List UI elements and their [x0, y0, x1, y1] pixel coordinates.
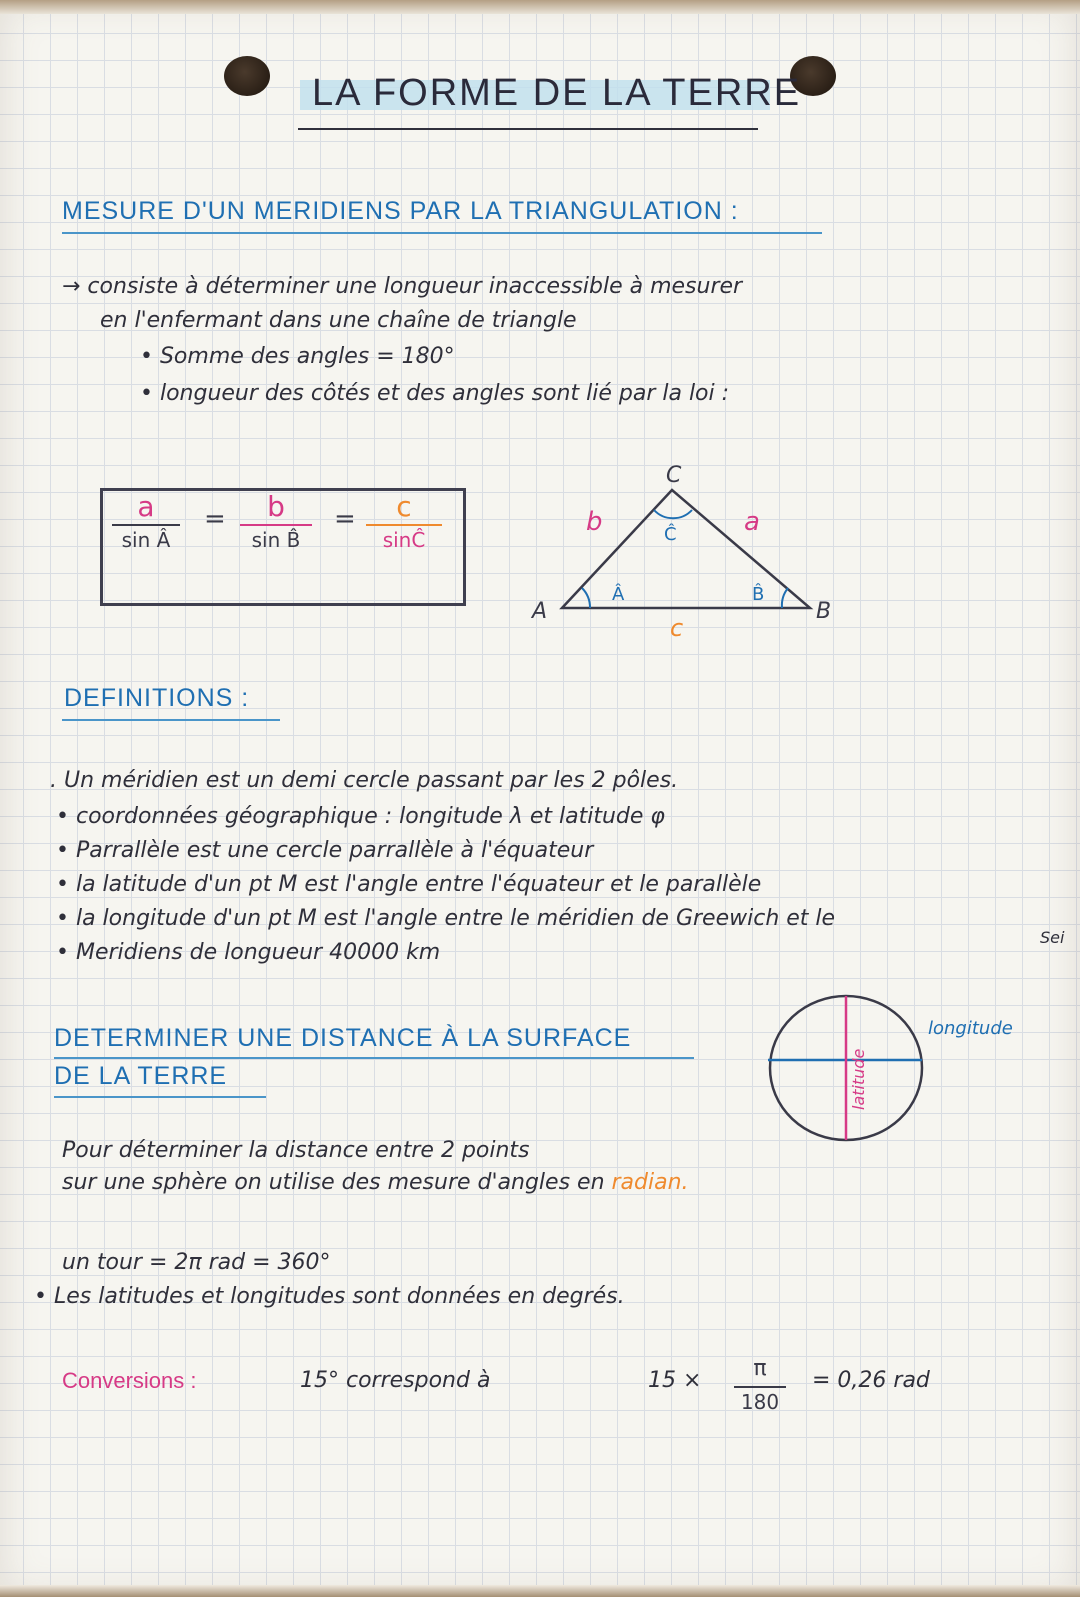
- radian-word: radian.: [611, 1170, 689, 1195]
- page-bottom-edge: [0, 1585, 1080, 1597]
- definitions-heading: DEFINITIONS :: [64, 684, 250, 712]
- conversion-fraction-numerator: π: [753, 1356, 767, 1381]
- section1-bullet1: • Somme des angles = 180°: [140, 344, 455, 369]
- fraction-a-numerator: a: [137, 490, 155, 523]
- angle-c-label: Ĉ: [664, 524, 677, 545]
- section2-para-line2-text: sur une sphère on utilise des mesure d'angles en: [62, 1170, 605, 1195]
- equals-sign-2: =: [334, 504, 356, 534]
- side-c-label: c: [670, 614, 684, 642]
- fraction-a: [112, 492, 180, 552]
- fraction-c: [366, 492, 442, 552]
- globe-diagram: [760, 990, 1060, 1150]
- conversion-fraction-bar: [734, 1386, 786, 1388]
- fraction-a-bar: [112, 524, 180, 526]
- degrees-bullet: • Les latitudes et longitudes sont données en degrés.: [34, 1284, 625, 1309]
- side-b-label: b: [586, 507, 603, 537]
- section1-line1: → consiste à déterminer une longueur inaccessible à mesurer: [62, 274, 743, 299]
- tour-equation: un tour = 2π rad = 360°: [62, 1250, 331, 1275]
- definition-item-4: • la latitude d'un pt M est l'angle entre l'équateur et le parallèle: [56, 872, 762, 897]
- angle-a-label: Â: [612, 584, 625, 605]
- definition-item-1: . Un méridien est un demi cercle passant par les 2 pôles.: [50, 768, 679, 793]
- globe-latitude-label: latitude: [849, 1048, 868, 1110]
- fraction-a-denominator: sin Â: [121, 528, 171, 552]
- section1-bullet2: • longueur des côtés et des angles sont lié par la loi :: [140, 381, 730, 406]
- section2-underline-2: [54, 1096, 266, 1098]
- angle-b-arc: [782, 588, 788, 608]
- angle-a-arc: [582, 588, 590, 608]
- fraction-b-numerator: b: [267, 490, 285, 523]
- section2-underline-1: [54, 1057, 694, 1059]
- definitions-underline: [62, 719, 280, 721]
- definition-item-3: • Parrallèle est une cercle parrallèle à l'équateur: [56, 838, 594, 863]
- globe-longitude-label: longitude: [928, 1018, 1013, 1039]
- section1-underline: [62, 232, 822, 234]
- definition-item-5: • la longitude d'un pt M est l'angle entre le méridien de Greewich et le: [56, 906, 836, 931]
- section2-heading-line2: DE LA TERRE: [54, 1062, 228, 1090]
- vertex-b-label: B: [816, 599, 832, 624]
- angle-c-arc: [654, 510, 692, 518]
- vertex-c-label: C: [666, 463, 682, 488]
- fraction-c-denominator: sinĈ: [382, 528, 426, 552]
- binder-hole-left: [224, 56, 270, 96]
- page-title: LA FORME DE LA TERRE: [312, 72, 802, 114]
- section2-para-line1: Pour déterminer la distance entre 2 points: [62, 1138, 530, 1163]
- fraction-c-numerator: c: [396, 490, 412, 523]
- fraction-b-denominator: sin B̂: [251, 528, 301, 552]
- section1-line2: en l'enfermant dans une chaîne de triangle: [100, 308, 577, 333]
- fraction-b-bar: [240, 524, 312, 526]
- equals-sign-1: =: [204, 504, 226, 534]
- conversion-fraction: [734, 1354, 786, 1414]
- conversion-fraction-denominator: 180: [740, 1390, 780, 1414]
- side-a-label: a: [744, 507, 760, 537]
- conversion-text: 15° correspond à: [300, 1368, 491, 1393]
- definition-item-2: • coordonnées géographique : longitude λ et latitude φ: [56, 804, 665, 829]
- page-top-edge: [0, 0, 1080, 14]
- conversions-label: Conversions :: [62, 1368, 197, 1393]
- conversion-expression: 15 ×: [648, 1368, 702, 1393]
- angle-b-label: B̂: [752, 584, 765, 605]
- vertex-a-label: A: [532, 599, 548, 624]
- definition-tail-note: Sei: [1040, 928, 1065, 947]
- section2-heading-line1: DETERMINER UNE DISTANCE À LA SURFACE: [54, 1024, 632, 1052]
- title-underline: [298, 128, 758, 130]
- conversion-result: = 0,26 rad: [812, 1368, 930, 1393]
- fraction-c-bar: [366, 524, 442, 526]
- triangle-diagram: [520, 460, 840, 660]
- section1-heading: MESURE D'UN MERIDIENS PAR LA TRIANGULATION :: [62, 197, 739, 225]
- definition-item-6: • Meridiens de longueur 40000 km: [56, 940, 441, 965]
- fraction-b: [240, 492, 312, 552]
- section2-para-line2: [62, 1170, 689, 1195]
